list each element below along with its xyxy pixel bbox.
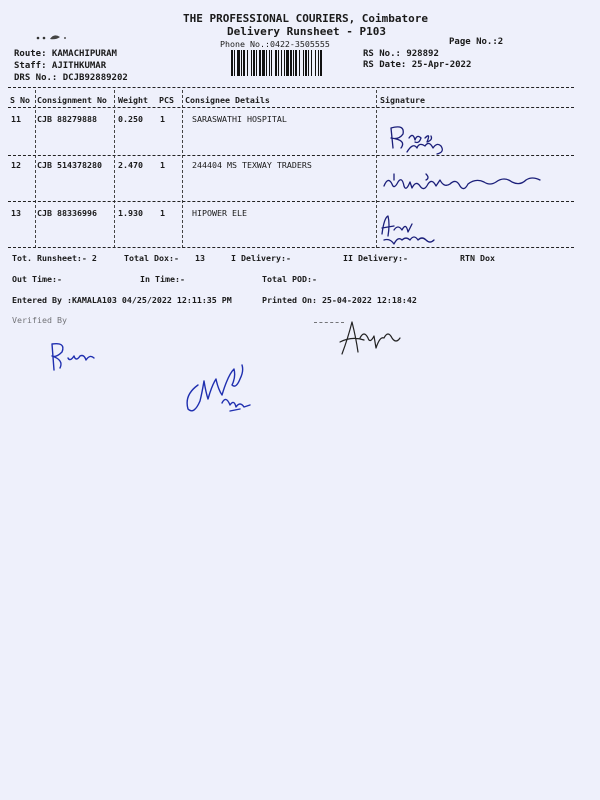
signature-center	[178, 355, 258, 421]
table-row-sno: 11	[11, 114, 21, 124]
barcode	[230, 50, 356, 80]
signature-row-12	[380, 170, 550, 196]
rtn-dox: RTN Dox	[460, 253, 495, 263]
table-row-consignee: HIPOWER ELE	[192, 208, 247, 218]
signature-row-11	[385, 118, 455, 158]
route-label: Route: KAMACHIPURAM	[14, 49, 117, 59]
table-row-consignee: SARASWATHI HOSPITAL	[192, 114, 287, 124]
col-divider	[35, 90, 36, 248]
total-dox-value: 13	[195, 253, 205, 263]
col-divider	[376, 90, 377, 248]
table-row-pcs: 1	[160, 208, 165, 218]
page-number: Page No.:2	[449, 37, 504, 47]
table-row-weight: 0.250	[118, 114, 143, 124]
out-time: Out Time:-	[12, 274, 62, 284]
total-pod: Total POD:-	[262, 274, 317, 284]
col-pcs: PCS	[159, 95, 174, 105]
table-header-rule	[8, 107, 574, 108]
i-delivery: I Delivery:-	[231, 253, 291, 263]
table-bottom-rule	[8, 247, 574, 248]
staff-label: Staff: AJITHKUMAR	[14, 61, 107, 71]
table-row-consignment: CJB 88336996	[37, 208, 97, 218]
table-row-consignment: CJB 88279888	[37, 114, 97, 124]
col-divider	[114, 90, 115, 248]
verified-by: Verified By	[12, 315, 67, 325]
table-row-consignment: CJB 514378280	[37, 160, 102, 170]
drs-number: DRS No.: DCJB92889202	[14, 73, 128, 83]
printed-on: Printed On: 25-04-2022 12:18:42	[262, 295, 417, 305]
tot-runsheet: Tot. Runsheet:- 2	[12, 253, 97, 263]
table-row-sno: 12	[11, 160, 21, 170]
row-rule	[8, 155, 574, 156]
table-row-consignee: 244404 MS TEXWAY TRADERS	[192, 160, 312, 170]
col-divider	[182, 90, 183, 248]
rs-date: RS Date: 25-Apr-2022	[363, 60, 472, 70]
ii-delivery: II Delivery:-	[343, 253, 408, 263]
table-row-sno: 13	[11, 208, 21, 218]
row-rule	[8, 201, 574, 202]
company-logo	[34, 27, 70, 46]
table-row-pcs: 1	[160, 160, 165, 170]
signature-right	[336, 318, 406, 360]
runsheet-title: Delivery Runsheet - P103	[227, 25, 386, 38]
signature-verified	[44, 338, 104, 374]
col-sno: S No	[10, 95, 30, 105]
total-dox-label: Total Dox:-	[124, 253, 179, 263]
col-consignment: Consignment No	[37, 95, 107, 105]
phone-number: Phone No.:0422-3505555	[220, 39, 330, 49]
col-signature: Signature	[380, 95, 425, 105]
table-row-weight: 1.930	[118, 208, 143, 218]
table-row-weight: 2.470	[118, 160, 143, 170]
table-top-rule	[8, 87, 574, 88]
entered-by: Entered By :KAMALA103 04/25/2022 12:11:35 PM	[12, 295, 232, 305]
company-name: THE PROFESSIONAL COURIERS, Coimbatore	[183, 12, 429, 25]
col-consignee: Consignee Details	[185, 95, 270, 105]
rs-number: RS No.: 928892	[363, 49, 439, 59]
in-time: In Time:-	[140, 274, 185, 284]
col-weight: Weight	[118, 95, 148, 105]
table-row-pcs: 1	[160, 114, 165, 124]
signature-row-13	[378, 210, 448, 248]
